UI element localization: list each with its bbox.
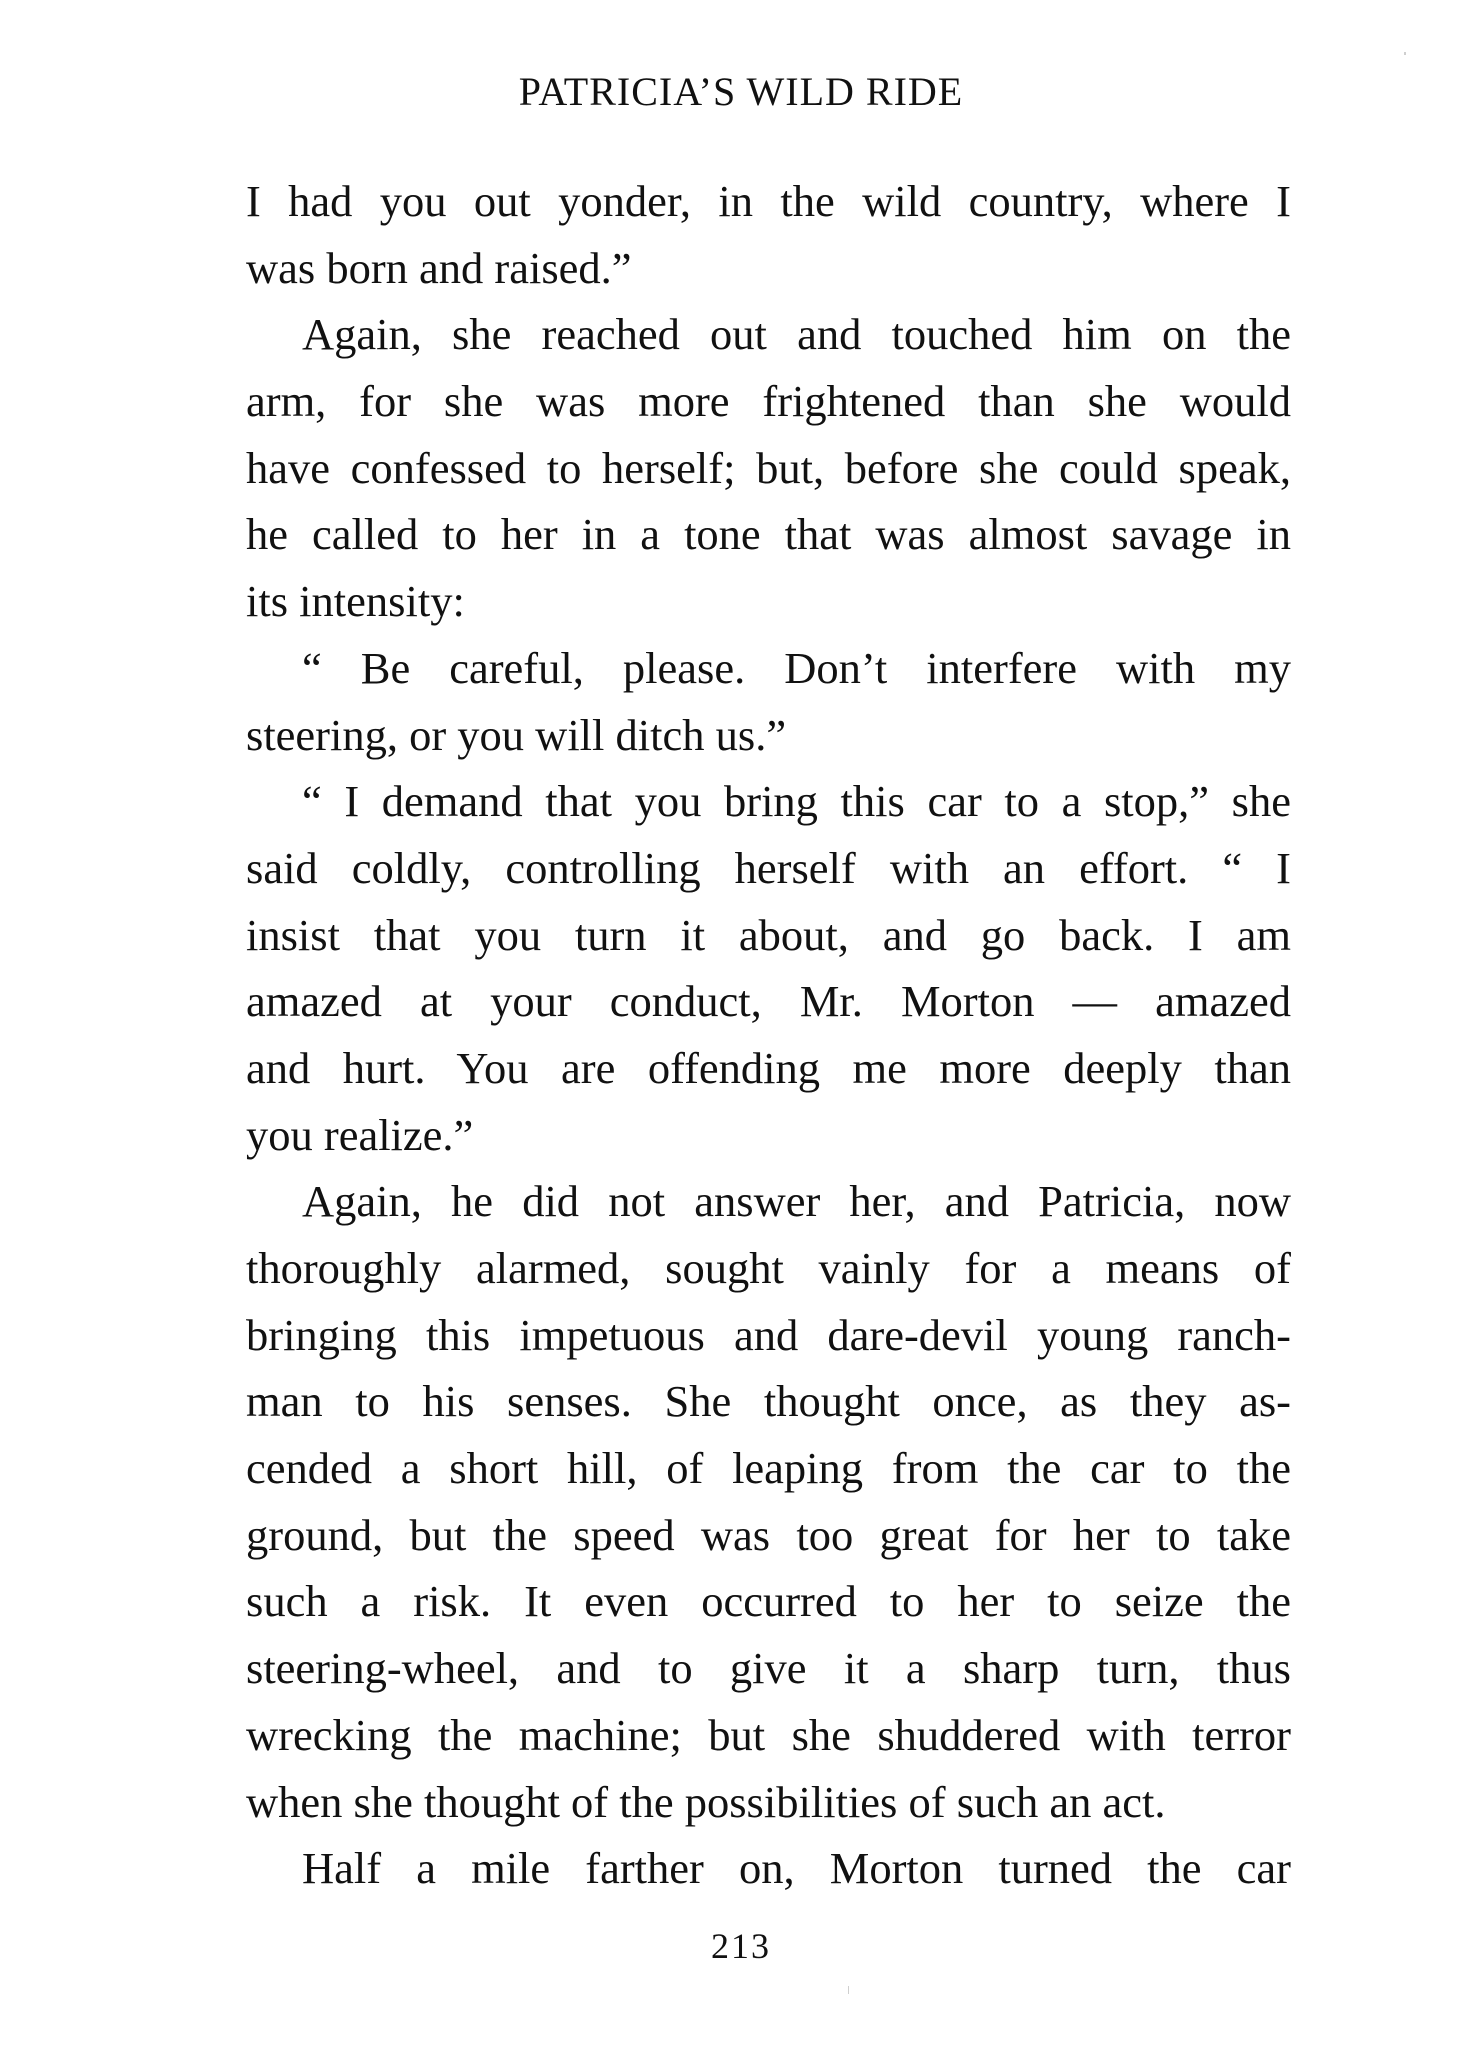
text-line: have confessed to herself; but, before she could speak,	[246, 442, 1291, 493]
text-line: Half a mile farther on, Morton turned the car	[302, 1843, 1291, 1894]
text-line: bringing this impetuous and dare-devil young ranch-	[246, 1309, 1291, 1360]
text-line: its intensity:	[246, 576, 465, 627]
text-line: cended a short hill, of leaping from the car to the	[246, 1443, 1291, 1494]
text-line: amazed at your conduct, Mr. Morton — amazed	[246, 976, 1291, 1027]
page-number: 213	[711, 1926, 771, 1966]
text-line: man to his senses. She thought once, as they as-	[246, 1376, 1291, 1427]
text-line: ground, but the speed was too great for her to take	[246, 1509, 1291, 1560]
text-line: and hurt. You are offending me more deeply than	[246, 1042, 1291, 1093]
running-title: PATRICIA’S WILD RIDE	[518, 69, 964, 114]
text-line: arm, for she was more frightened than she would	[246, 376, 1291, 427]
text-line: you realize.”	[246, 1109, 474, 1160]
text-line: “ Be careful, please. Don’t interfere with my	[302, 642, 1291, 693]
text-line: steering-wheel, and to give it a sharp turn, thus	[246, 1643, 1291, 1694]
text-line: said coldly, controlling herself with an effort. “ I	[246, 842, 1291, 893]
text-line: he called to her in a tone that was almost savage in	[246, 509, 1291, 560]
text-line: Again, he did not answer her, and Patricia, now	[302, 1176, 1291, 1227]
text-line: “ I demand that you bring this car to a stop,” she	[302, 776, 1291, 827]
text-line: such a risk. It even occurred to her to seize the	[246, 1576, 1291, 1627]
text-line: thoroughly alarmed, sought vainly for a means of	[246, 1243, 1291, 1293]
body-text	[246, 168, 1291, 1902]
scan-speck	[1404, 52, 1406, 55]
text-line: Again, she reached out and touched him on the	[302, 309, 1291, 360]
text-line: steering, or you will ditch us.”	[246, 709, 787, 760]
scan-speck	[848, 1986, 849, 1994]
text-line: when she thought of the possibilities of such an act.	[246, 1776, 1166, 1827]
text-line: I had you out yonder, in the wild country, where I	[246, 176, 1291, 226]
text-line: was born and raised.”	[246, 242, 632, 293]
text-line: wrecking the machine; but she shuddered with terror	[246, 1709, 1291, 1760]
text-line: insist that you turn it about, and go back. I am	[246, 909, 1291, 960]
